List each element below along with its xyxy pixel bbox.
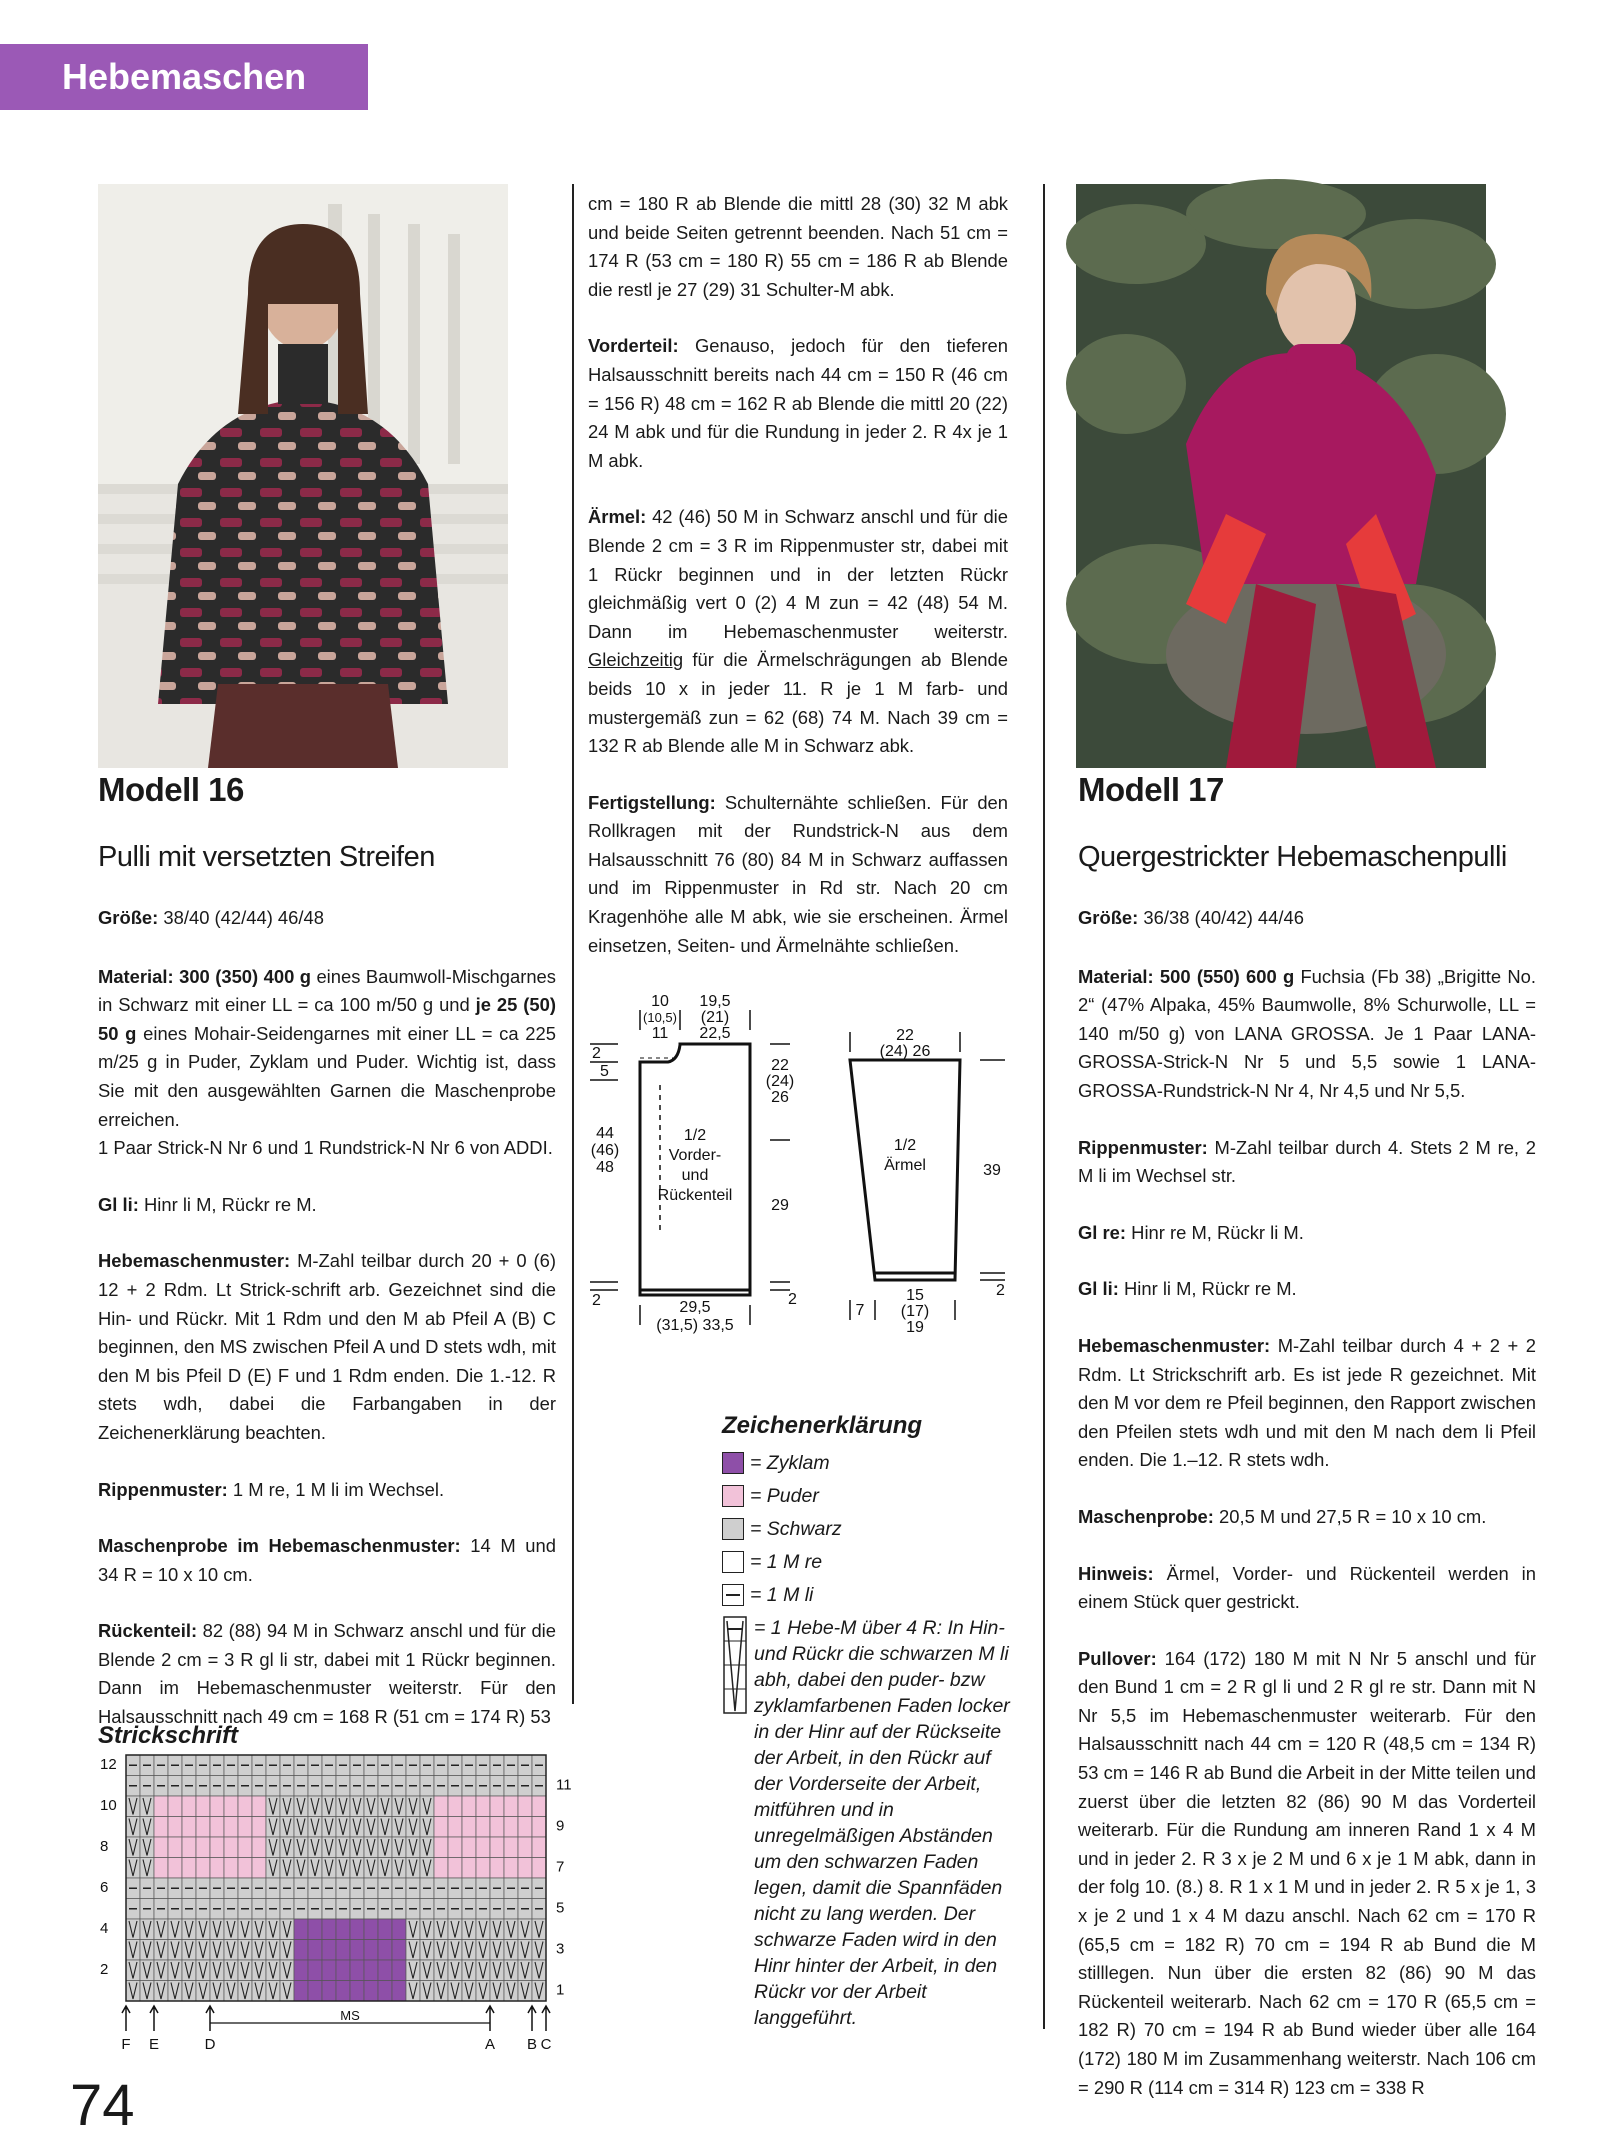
vorderteil-text: Genauso, jedoch für den tieferen Halsausschnitt bereits nach 44 cm = 150 R (46 cm = 156 R) 48 cm = 162 R ab Blende die mittl 20 (22) 24 M abk und für die Rundung in jeder 2. R 4x je 1 M abk.	[588, 335, 1008, 471]
chart-cell	[504, 1837, 518, 1858]
swatch-puder	[722, 1485, 744, 1507]
model-17-subtitle: Quergestrickter Hebemaschenpulli	[1078, 841, 1507, 873]
chart-cell	[154, 1837, 168, 1858]
chart-cell	[224, 1858, 238, 1879]
chart-cell	[434, 1817, 448, 1838]
chart-cell	[182, 1817, 196, 1838]
chart-cell	[378, 1981, 392, 2002]
chart-cell	[462, 1817, 476, 1838]
chart-row-label-left: 4	[100, 1920, 109, 1937]
chart-row-label-right: 11	[556, 1776, 572, 1794]
model-16-title: Modell 16	[98, 771, 244, 808]
material-text-2: eines Mohair-Seidengarnes mit einer LL = ca 225 m/25 g in Puder, Zyklam und Puder. Wichtig ist, dass Sie mit den ausgewählten Garnen die Maschenprobe erreichen.	[98, 1022, 556, 1130]
page-number: 74	[70, 2073, 135, 2138]
chart-cell	[154, 1796, 168, 1817]
model-16-maschenprobe	[98, 1532, 556, 1589]
chart-cell	[238, 1858, 252, 1879]
column-divider-right	[1043, 184, 1045, 2029]
chart-cell	[350, 1981, 364, 2002]
chart-cell	[448, 1837, 462, 1858]
schematic-diagrams	[580, 990, 1025, 1345]
maschenprobe-label: Maschenprobe im Hebemaschenmuster:	[98, 1535, 461, 1557]
chart-cell	[308, 1919, 322, 1940]
chart-cell	[518, 1858, 532, 1879]
chart-cell	[448, 1858, 462, 1879]
right-dim-1: 22	[771, 1057, 789, 1074]
column-divider-left	[572, 184, 574, 1704]
hinweis-label: Hinweis:	[1078, 1562, 1154, 1584]
swatch-schwarz	[722, 1518, 744, 1540]
chart-cell	[350, 1940, 364, 1961]
chart-row-label-right: 7	[556, 1858, 565, 1876]
model-16-size	[98, 904, 556, 933]
left-height-3: 48	[596, 1159, 614, 1176]
fertigstellung-text: Schulternähte schließen. Für den Rollkragen mit der Rundstrick-N aus dem Halsausschnitt 76 (80) 84 M in Schwarz auffassen und im Rippenmuster in Rd str. Nach 20 cm Kragenhöhe alle M abk, wie sie erscheinen. Ärmel einsetzen, Seiten- und Ärmelnähte schließen.	[588, 791, 1008, 956]
aermel-gleichzeitig: Gleichzeitig	[588, 649, 684, 671]
chart-cell	[182, 1858, 196, 1879]
chart-cell	[476, 1837, 490, 1858]
chart-cell	[168, 1796, 182, 1817]
hebemaschen-text: M-Zahl teilbar durch 20 + 0 (6) 12 + 2 Rdm. Lt Strick-schrift arb. Gezeichnet sind die Hin- und Rückr. Mit 1 Rdm und den M ab Pfeil A (B) C beginnen, den MS zwischen Pfeil A und D stets wdh, mit den M bis Pfeil D (E) F und 1 Rdm enden. Die 1.-12. R stets wdh, dabei die Farbangaben in der Zeichenerklärung beachten.	[98, 1250, 556, 1443]
chart-cell	[476, 1817, 490, 1838]
sleeve-dim-2: 2	[996, 1282, 1005, 1299]
chart-cell	[532, 1858, 546, 1879]
right-dim-3: 26	[771, 1089, 789, 1106]
sleeve-label-1: 1/2	[893, 1137, 917, 1154]
chart-cell	[518, 1837, 532, 1858]
chart-cell	[322, 1940, 336, 1961]
left-dim-2: 2	[592, 1045, 601, 1062]
chart-cell	[378, 1940, 392, 1961]
sleeve-bottom-2: (17)	[900, 1303, 930, 1320]
chart-cell	[490, 1837, 504, 1858]
hebemaschen-label: Hebemaschenmuster:	[1078, 1334, 1271, 1356]
gl-li-label: Gl li:	[1078, 1278, 1119, 1300]
chart-cell	[336, 1940, 350, 1961]
chart-arrow	[542, 2006, 550, 2031]
left-height-2: (46)	[590, 1142, 620, 1159]
chart-cell	[378, 1960, 392, 1981]
chart-cell	[350, 1919, 364, 1940]
model-17-hebemaschen	[1078, 1332, 1536, 1475]
chart-cell	[294, 1960, 308, 1981]
model-16-subtitle: Pulli mit versetzten Streifen	[98, 841, 435, 873]
body-label-2: Vorder-	[668, 1147, 722, 1164]
chart-cell	[504, 1817, 518, 1838]
chart-cell	[252, 1796, 266, 1817]
legend-item-puder	[722, 1483, 1022, 1509]
bottom-width-2: (31,5) 33,5	[656, 1317, 734, 1334]
chart-cell	[532, 1837, 546, 1858]
model-16-needles: 1 Paar Strick-N Nr 6 und 1 Rundstrick-N Nr 6 von ADDI.	[98, 1137, 553, 1159]
chart-cell	[448, 1817, 462, 1838]
legend-text-schwarz: = Schwarz	[750, 1518, 842, 1540]
chart-cell	[476, 1858, 490, 1879]
chart-cell	[336, 1960, 350, 1981]
gl-li-text: Hinr li M, Rückr re M.	[138, 1193, 317, 1215]
model-17-rippen	[1078, 1134, 1536, 1191]
size-value: 38/40 (42/44) 46/48	[163, 907, 324, 928]
legend	[722, 1412, 1022, 2038]
model-17-title: Modell 17	[1078, 771, 1224, 808]
neck-width-1: 10	[651, 993, 669, 1010]
pullover-label: Pullover:	[1078, 1647, 1157, 1669]
rueckenteil-label: Rückenteil:	[98, 1620, 198, 1642]
chart-cell	[322, 1960, 336, 1981]
chart-cell	[490, 1796, 504, 1817]
legend-item-zyklam	[722, 1450, 1022, 1476]
chart-cell	[476, 1796, 490, 1817]
chart-cell	[196, 1837, 210, 1858]
rippen-text: M-Zahl teilbar durch 4. Stets 2 M re, 2 M li im Wechsel str.	[1078, 1136, 1536, 1187]
chart-arrow	[122, 2006, 130, 2031]
chart-cell	[532, 1817, 546, 1838]
chart-cell	[182, 1796, 196, 1817]
rippen-text: 1 M re, 1 M li im Wechsel.	[227, 1478, 445, 1500]
legend-item-hebe-m	[722, 1615, 1022, 2031]
right-bottom-2: 2	[788, 1291, 797, 1308]
chart-cell	[504, 1796, 518, 1817]
aermel-text-b: für die Ärmelschrägungen ab Blende beids 10 x in jeder 11. R je 1 M farb- und mustergemäß zun = 62 (68) 74 M. Nach 39 cm = 132 R ab Blende alle M in Schwarz abk.	[588, 649, 1008, 757]
chart-cell	[168, 1817, 182, 1838]
chart-cell	[392, 1940, 406, 1961]
chart-arrow	[150, 2006, 158, 2031]
model-17-gl-li	[1078, 1275, 1536, 1304]
chart-cell	[392, 1919, 406, 1940]
shoulder-width-3: 22,5	[699, 1025, 731, 1042]
section-banner: Hebemaschen	[0, 44, 368, 110]
chart-cell	[350, 1960, 364, 1981]
symbol-hebe-m	[722, 1615, 748, 1722]
legend-title: Zeichenerklärung	[722, 1412, 923, 1439]
gl-li-label: Gl li:	[98, 1193, 139, 1215]
chart-cell	[294, 1940, 308, 1961]
chart-row-label-right: 1	[556, 1981, 565, 1999]
chart-cell	[210, 1858, 224, 1879]
chart-cell	[224, 1796, 238, 1817]
chart-arrow-label: C	[540, 2036, 552, 2053]
rippen-label: Rippenmuster:	[98, 1478, 228, 1500]
chart-cell	[224, 1817, 238, 1838]
model-16-rippen	[98, 1476, 556, 1505]
legend-text-m-re: = 1 M re	[750, 1551, 823, 1573]
hebemaschen-text: M-Zahl teilbar durch 4 + 2 + 2 Rdm. Lt Strickschrift arb. Es ist jede R gezeichnet. Mit den M vor dem re Pfeil beginnen, den Rapport zwischen den Pfeilen stets wdh und mit den M nach dem li Pfeil enden. Die 1.–12. R stets wdh.	[1078, 1334, 1536, 1471]
sleeve-bottom-3: 19	[906, 1319, 924, 1336]
chart-cell	[196, 1796, 210, 1817]
model-17-gl-re	[1078, 1219, 1536, 1248]
gl-li-text: Hinr li M, Rückr re M.	[1118, 1278, 1297, 1300]
aermel-label: Ärmel:	[588, 506, 647, 528]
model-16-column	[98, 770, 556, 1760]
model-16-rueckenteil	[98, 1617, 556, 1731]
shoulder-width-2: (21)	[700, 1009, 730, 1026]
chart-row-label-left: 10	[100, 1797, 117, 1814]
chart-cell	[168, 1858, 182, 1879]
chart-cell	[336, 1981, 350, 2002]
legend-text-hebe-m: = 1 Hebe-M über 4 R: In Hin- und Rückr die schwarzen M li abh, dabei den puder- bzw zyklamfarbenen Faden locker in der Hinr auf der Rückseite der Arbeit, in den Rückr auf der Vorderseite der Arbeit, mitführen und in unregelmäßigen Abständen um den schwarzen Faden legen, damit die Spannfäden nicht zu lang werden. Der schwarze Faden wird in den Hinr hinter der Arbeit, in den Rückr vor der Arbeit langgeführt.	[754, 1617, 1010, 2029]
chart-cell	[238, 1837, 252, 1858]
legend-text-m-li: = 1 M li	[750, 1584, 814, 1606]
sleeve-bottom-1: 15	[906, 1287, 924, 1304]
gl-re-text: Hinr re M, Rückr li M.	[1126, 1221, 1304, 1243]
body-label-3: und	[681, 1167, 709, 1184]
chart-cell	[224, 1837, 238, 1858]
legend-item-m-li	[722, 1582, 1022, 1608]
rueckenteil-continued: cm = 180 R ab Blende die mittl 28 (30) 32 M abk und beide Seiten getrennt beenden. Nach 51 cm = 174 R (53 cm = 180 R) 55 cm = 186 R ab Blende die restl je 27 (29) 31 Schulter-M abk.	[588, 193, 1008, 300]
chart-cell	[210, 1837, 224, 1858]
chart-row-label-left: 2	[100, 1961, 109, 1978]
symbol-m-li	[722, 1584, 744, 1606]
model-16-material	[98, 963, 556, 1135]
chart-cell	[210, 1817, 224, 1838]
rippen-label: Rippenmuster:	[1078, 1136, 1208, 1158]
chart-cell	[238, 1796, 252, 1817]
chart-row-label-right: 3	[556, 1940, 565, 1958]
maschenprobe-text: 14 M und 34 R = 10 x 10 cm.	[98, 1535, 556, 1585]
chart-row-label-left: 8	[100, 1838, 109, 1855]
aermel-paragraph	[588, 503, 1008, 760]
right-dim-29: 29	[771, 1197, 789, 1214]
size-label: Größe:	[98, 907, 159, 928]
chart-cell	[168, 1837, 182, 1858]
chart-cell	[294, 1919, 308, 1940]
chart-cell	[252, 1817, 266, 1838]
size-label: Größe:	[1078, 907, 1139, 928]
chart-cell	[378, 1919, 392, 1940]
chart-cell	[518, 1796, 532, 1817]
photo-model-16	[98, 184, 508, 768]
legend-item-m-re	[722, 1549, 1022, 1575]
chart-arrow	[528, 2006, 536, 2031]
model-17-column	[1078, 770, 1536, 2130]
chart-arrow	[206, 2006, 214, 2031]
chart-cell	[462, 1796, 476, 1817]
chart-cell	[392, 1960, 406, 1981]
chart-cell	[308, 1940, 322, 1961]
sleeve-schematic	[850, 1032, 1005, 1320]
sleeve-label-2: Ärmel	[884, 1157, 926, 1174]
material-text: Fuchsia (Fb 38) „Brigitte No. 2“ (47% Alpaka, 45% Baumwolle, 8% Schurwolle, LL = 140 m/50 g) von LANA GROSSA. Je 1 Paar LANA-GROSSA-Strick-N Nr 5 und 5,5 sowie 1 LANA-GROSSA-Rundstrick-N Nr 4, Nr 4,5 und Nr 5,5.	[1078, 965, 1536, 1101]
chart-cell	[364, 1981, 378, 2002]
chart-cell	[308, 1960, 322, 1981]
model-17-maschenprobe	[1078, 1503, 1536, 1532]
left-dim-5: 5	[600, 1063, 609, 1080]
size-value: 36/38 (40/42) 44/46	[1143, 907, 1304, 928]
photo-model-17	[1076, 184, 1486, 768]
fertigstellung-label: Fertigstellung:	[588, 791, 716, 813]
hebemaschen-label: Hebemaschenmuster:	[98, 1250, 291, 1272]
shoulder-width-1: 19,5	[699, 993, 731, 1010]
bottom-width-1: 29,5	[679, 1299, 711, 1316]
material-label: Material: 300 (350) 400 g	[98, 965, 311, 987]
chart-cell	[294, 1981, 308, 2002]
chart-row-label-left: 12	[100, 1756, 117, 1773]
chart-cell	[322, 1919, 336, 1940]
legend-text-puder: = Puder	[750, 1485, 819, 1507]
symbol-m-re	[722, 1551, 744, 1573]
chart-arrow	[486, 2006, 494, 2031]
chart-cell	[182, 1837, 196, 1858]
chart-cell	[336, 1919, 350, 1940]
chart-row-label-right: 9	[556, 1817, 565, 1835]
chart-cell	[462, 1837, 476, 1858]
sleeve-length-39: 39	[983, 1162, 1001, 1179]
maschenprobe-label: Maschenprobe:	[1078, 1505, 1214, 1527]
chart-cell	[210, 1796, 224, 1817]
hinweis-text: Ärmel, Vorder- und Rückenteil werden in einem Stück quer gestrickt.	[1078, 1562, 1536, 1613]
left-height-1: 44	[596, 1125, 614, 1142]
body-label-1: 1/2	[683, 1127, 707, 1144]
chart-cell	[434, 1837, 448, 1858]
chart-arrow-label: B	[526, 2036, 538, 2053]
chart-cell	[308, 1981, 322, 2002]
model-17-pullover	[1078, 1645, 1536, 2103]
chart-cell	[364, 1940, 378, 1961]
chart-cell	[196, 1858, 210, 1879]
model-17-size	[1078, 904, 1536, 933]
pullover-text: 164 (172) 180 M mit N Nr 5 anschl und für den Bund 1 cm = 2 R gl li und 2 R gl re str. Dann mit N Nr 5,5 im Hebemaschenmuster weiterarb. Für den Halsausschnitt nach 44 cm = 120 R (48,5 cm = 134 R) 53 cm = 146 R ab Bund die Arbeit in der Mitte teilen und zuerst über die letzten 82 (86) 90 M das Vorderteil weiterarb. Für die Rundung am inneren Rand 1 x 4 M und in jeder 2. R 3 x je 2 M und 6 x je 1 M abk, dann in der folg 10. (8.) 8. R 1 x 1 M und in jeder 2. R 5 x je 1, 3 x je 2 und 1 x 4 M dazu anschl. Nach 62 cm = 170 R (65,5 cm = 182 R) 70 cm = 194 R ab Bund die M stilllegen. Nun über die ersten 82 (86) 90 M das Rückenteil weiterarb. Nach 62 cm = 170 R (65,5 cm = 182 R) 70 cm = 194 R ab Bund wieder über alle 164 (172) 180 M im Zusammenhang weiterstr. Nach 106 cm = 290 R (114 cm = 314 R) 123 cm = 338 R	[1078, 1647, 1536, 2098]
sleeve-dim-7: 7	[855, 1302, 865, 1319]
chart-row-label-left: 6	[100, 1879, 109, 1896]
aermel-text-a: 42 (46) 50 M in Schwarz anschl und für die Blende 2 cm = 3 R im Rippenmuster str, dabei mit 1 Rückr beginnen und in der letzten Rückr gleichmäßig vert 0 (2) 4 M zun = 42 (48) 54 M. Dann im Hebemaschenmuster weiterstr.	[588, 506, 1008, 642]
knitting-chart	[98, 1725, 718, 2053]
chart-cell	[196, 1817, 210, 1838]
sleeve-top-1: 22	[896, 1027, 914, 1044]
chart-cell	[532, 1796, 546, 1817]
rueckenteil-text: 82 (88) 94 M in Schwarz anschl und für die Blende 2 cm = 3 R gl li str, dabei mit 1 Rückr beginnen. Dann im Hebemaschenmuster weiterstr. Für den Halsausschnitt nach 49 cm = 168 R (51 cm = 174 R) 53	[98, 1620, 556, 1728]
chart-row-label-right: 5	[556, 1899, 565, 1917]
fertigstellung-paragraph	[588, 789, 1008, 961]
chart-cell	[154, 1817, 168, 1838]
chart-cell	[462, 1858, 476, 1879]
chart-cell	[252, 1858, 266, 1879]
chart-cell	[364, 1919, 378, 1940]
material-label: Material: 500 (550) 600 g	[1078, 965, 1295, 987]
model-16-hebemaschen	[98, 1247, 556, 1447]
chart-cell	[434, 1796, 448, 1817]
legend-text-zyklam: = Zyklam	[750, 1452, 830, 1474]
chart-cell	[252, 1837, 266, 1858]
right-dim-2: (24)	[765, 1073, 795, 1090]
left-bottom-2: 2	[592, 1292, 601, 1309]
chart-cell	[392, 1981, 406, 2002]
swatch-zyklam	[722, 1452, 744, 1474]
vorderteil-paragraph	[588, 332, 1008, 475]
chart-cell	[490, 1858, 504, 1879]
chart-title: Strickschrift	[98, 1722, 239, 1749]
legend-item-schwarz	[722, 1516, 1022, 1542]
gl-re-label: Gl re:	[1078, 1221, 1127, 1243]
chart-ms-label: MS	[340, 2008, 360, 2023]
chart-cell	[238, 1817, 252, 1838]
body-label-4: Rückenteil	[657, 1187, 733, 1204]
material-text: eines Baumwoll-Mischgarnes in Schwarz mit einer LL = ca 100 m/50 g und	[98, 965, 556, 1016]
model-17-hinweis	[1078, 1560, 1536, 1617]
chart-cell	[154, 1858, 168, 1879]
middle-column	[588, 190, 1008, 988]
neck-width-2: (10,5)	[643, 1010, 677, 1025]
chart-cell	[322, 1981, 336, 2002]
neck-width-3: 11	[651, 1025, 669, 1042]
vorderteil-label: Vorderteil:	[588, 335, 679, 357]
chart-cell	[364, 1960, 378, 1981]
model-16-gl-li	[98, 1191, 556, 1220]
sleeve-top-2: (24) 26	[879, 1043, 931, 1060]
material-label-2: je 25 (50) 50 g	[98, 994, 556, 1044]
chart-arrow-label: F	[121, 2036, 131, 2053]
chart-cell	[448, 1796, 462, 1817]
chart-cell	[518, 1817, 532, 1838]
chart-arrow-label: D	[204, 2036, 216, 2053]
chart-arrow-label: A	[484, 2036, 496, 2053]
chart-cell	[504, 1858, 518, 1879]
chart-cell	[434, 1858, 448, 1879]
chart-cell	[490, 1817, 504, 1838]
maschenprobe-text: 20,5 M und 27,5 R = 10 x 10 cm.	[1213, 1505, 1487, 1527]
model-17-material	[1078, 963, 1536, 1106]
chart-arrow-label: E	[148, 2036, 160, 2053]
